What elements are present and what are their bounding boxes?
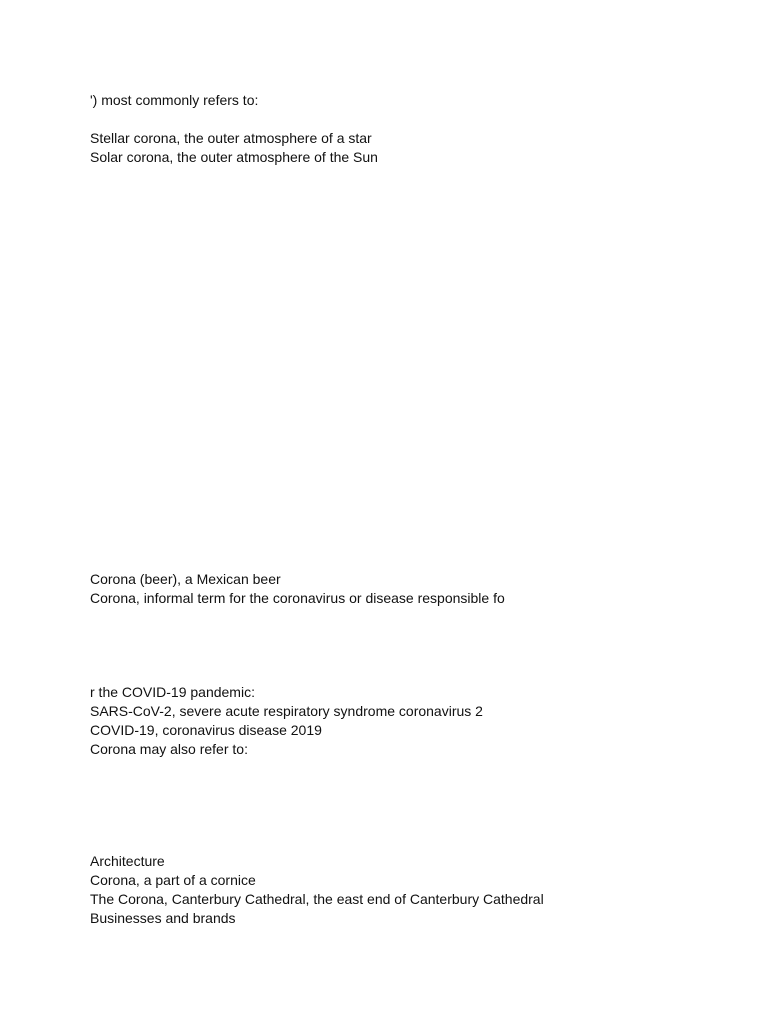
text-line: The Corona, Canterbury Cathedral, the east end of Canterbury Cathedral [90, 891, 544, 907]
text-line: Corona may also refer to: [90, 741, 248, 757]
section-heading: Architecture [90, 853, 165, 869]
text-line: Solar corona, the outer atmosphere of the Sun [90, 149, 378, 165]
blank-line [90, 110, 378, 129]
section-heading: Businesses and brands [90, 910, 236, 926]
text-line: Stellar corona, the outer atmosphere of a star [90, 130, 372, 146]
text-line: Corona, informal term for the coronavirus or disease responsible fo [90, 590, 505, 606]
text-line: ') most commonly refers to: [90, 92, 259, 108]
text-line: r the COVID-19 pandemic: [90, 684, 255, 700]
text-line: SARS-CoV-2, severe acute respiratory syndrome coronavirus 2 [90, 703, 483, 719]
text-block-intro [90, 91, 378, 167]
text-block-beer [90, 570, 505, 608]
text-line: Corona (beer), a Mexican beer [90, 571, 281, 587]
text-line: Corona, a part of a cornice [90, 872, 256, 888]
text-block-architecture [90, 852, 544, 928]
text-block-covid [90, 683, 483, 759]
text-line: COVID-19, coronavirus disease 2019 [90, 722, 322, 738]
